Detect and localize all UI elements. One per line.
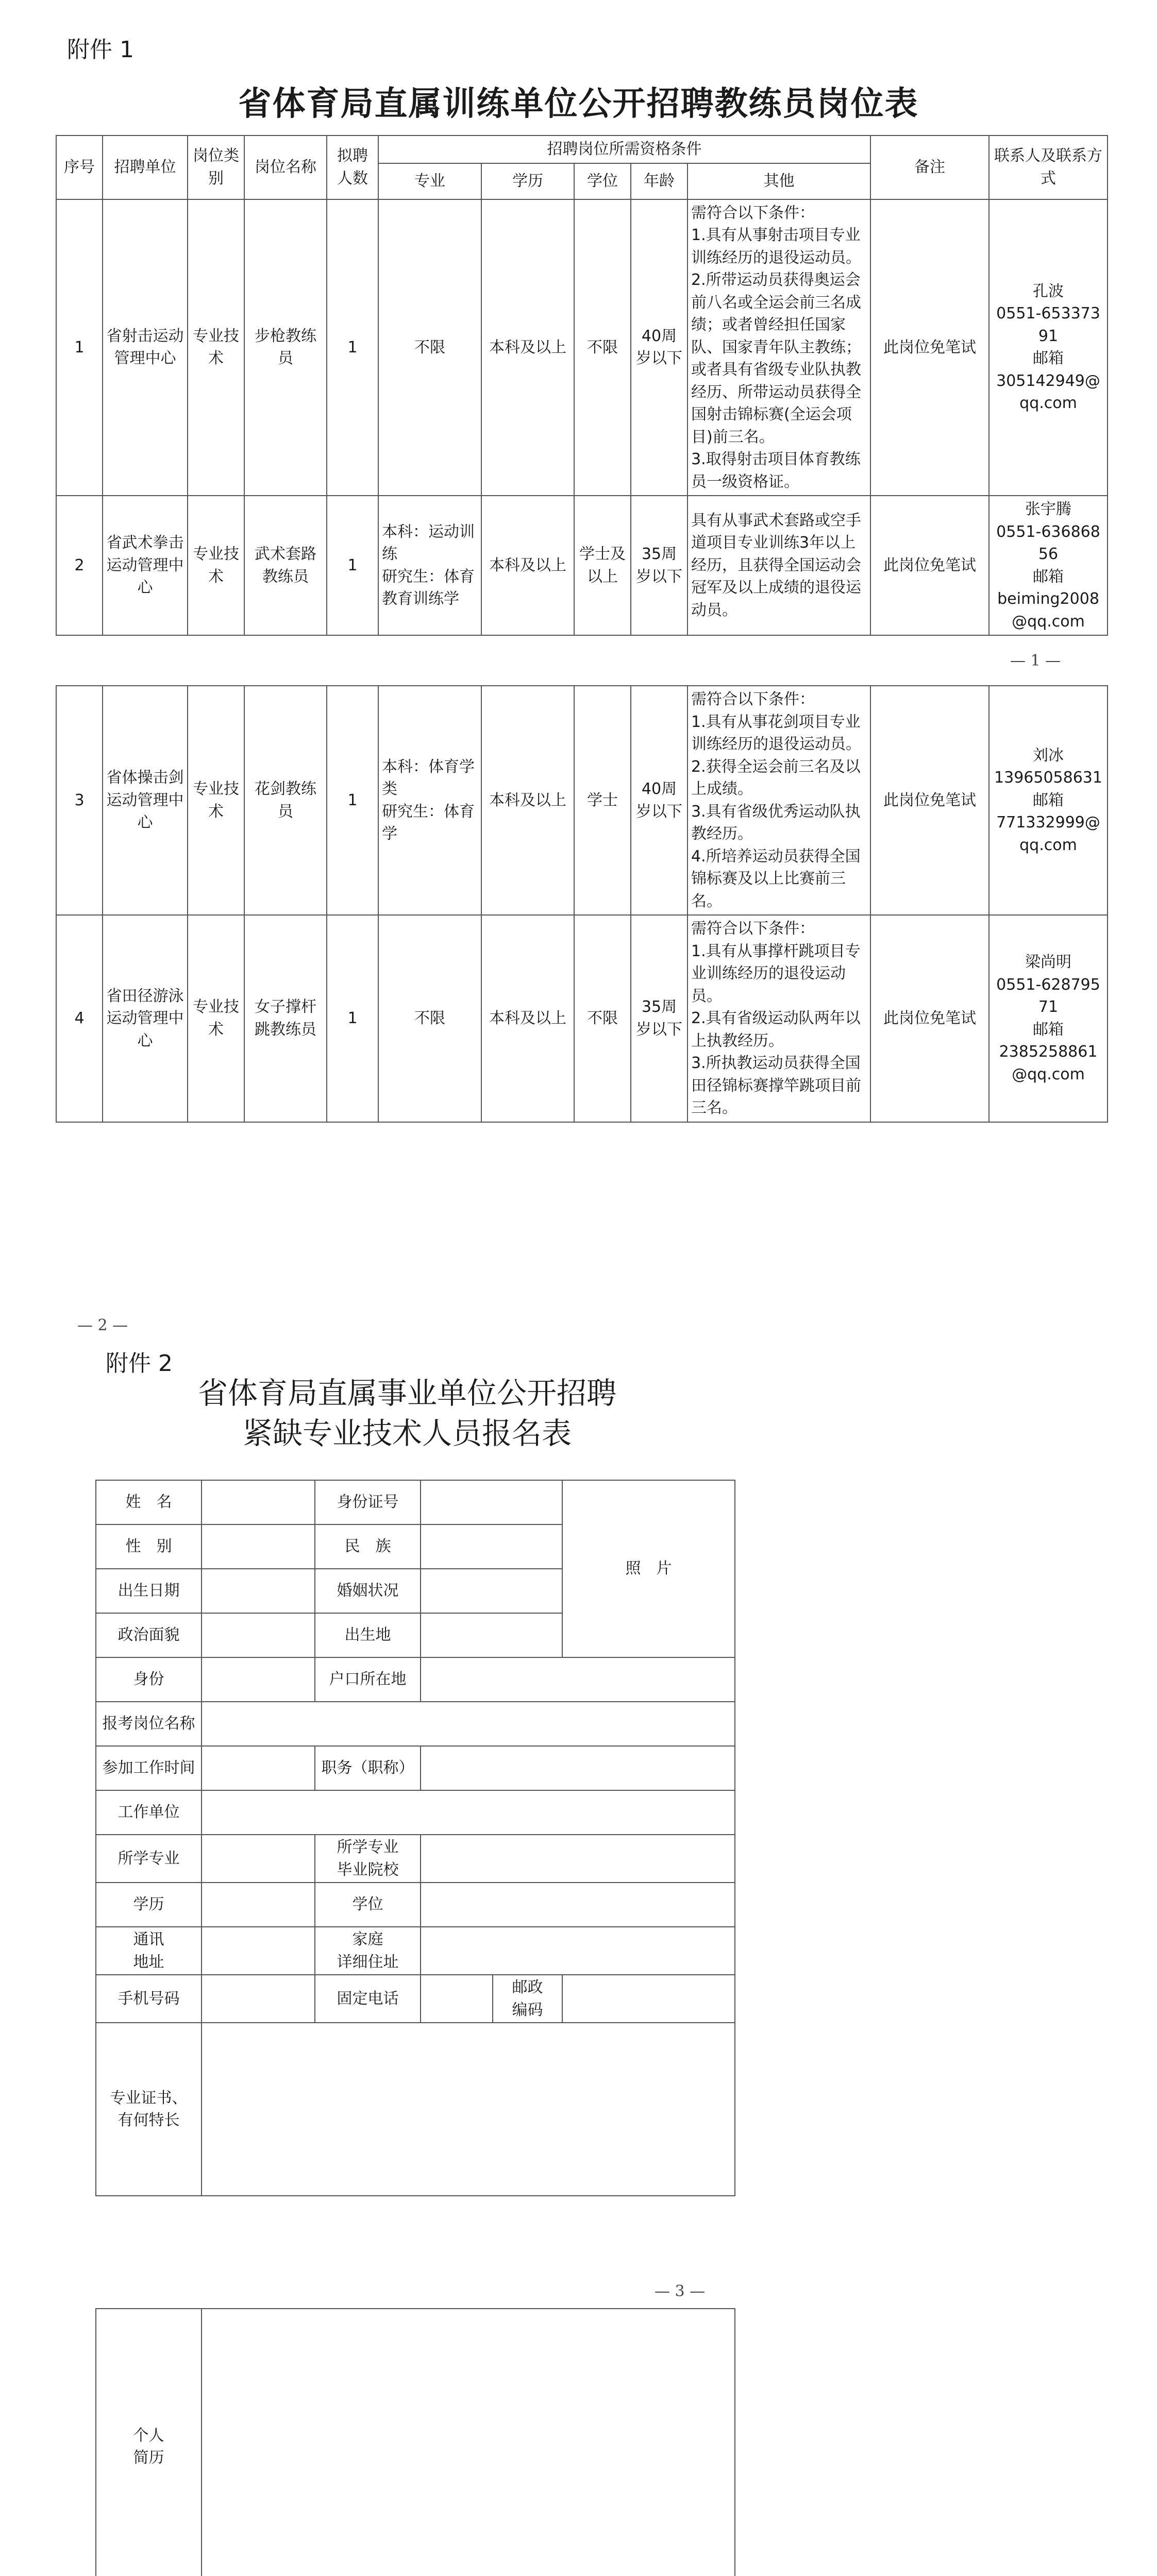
- registration-form-page2: [95, 2308, 735, 2576]
- work-start-field[interactable]: [202, 1746, 315, 1790]
- id-no-field[interactable]: [421, 1480, 562, 1524]
- edu-field[interactable]: [202, 1883, 315, 1927]
- degree-field[interactable]: [421, 1883, 735, 1927]
- header-contact: 联系人及联系方式: [989, 135, 1108, 199]
- cell-contact: 梁尚明 0551-62879571 邮箱 2385258861@qq.com: [989, 915, 1108, 1122]
- cell-count: 1: [327, 915, 378, 1122]
- resume-field[interactable]: [202, 2309, 735, 2576]
- cell-other: 需符合以下条件： 1.具有从事花剑项目专业训练经历的退役运动员。 2.获得全运会前三名及以上成绩。 3.具有省级优秀运动队执教经历。 4.所培养运动员获得全国锦标赛及以上比赛前三名。: [688, 686, 870, 915]
- major-field[interactable]: [202, 1835, 315, 1883]
- label-resume: 个人 简历: [96, 2309, 202, 2576]
- cell-seq: 2: [56, 496, 103, 635]
- label-birth: 出生日期: [96, 1569, 202, 1613]
- label-home: 家庭 详细住址: [315, 1927, 421, 1975]
- political-field[interactable]: [202, 1613, 315, 1657]
- cell-post: 花剑教练员: [244, 686, 327, 915]
- label-mobile: 手机号码: [96, 1975, 202, 2023]
- header-conditions: 招聘岗位所需资格条件: [378, 135, 870, 163]
- cell-degree: 不限: [574, 915, 631, 1122]
- form-title: [93, 1373, 722, 1454]
- cell-post: 武术套路教练员: [244, 496, 327, 635]
- cell-other: 需符合以下条件： 1.具有从事撑杆跳项目专业训练经历的退役运动员。 2.具有省级运动队两年以上执教经历。 3.所执教运动员获得全国田径锦标赛撑竿跳项目前三名。: [688, 915, 870, 1122]
- header-remark: 备注: [870, 135, 989, 199]
- mobile-field[interactable]: [202, 1975, 315, 2023]
- name-field[interactable]: [202, 1480, 315, 1524]
- certs-field[interactable]: [202, 2023, 735, 2196]
- attachment-1-label: 附件 1: [67, 37, 134, 63]
- cell-major: 本科：运动训练 研究生：体育教育训练学: [378, 496, 481, 635]
- header-edu: 学历: [481, 163, 574, 199]
- recruitment-table-part1: [56, 135, 1108, 636]
- cell-contact: 刘冰 13965058631 邮箱 771332999@qq.com: [989, 686, 1108, 915]
- cell-edu: 本科及以上: [481, 915, 574, 1122]
- cell-age: 35周岁以下: [631, 496, 688, 635]
- cell-degree: 学士: [574, 686, 631, 915]
- photo-label: 照 片: [625, 1560, 672, 1578]
- cell-contact: 张宇腾 0551-63686856 邮箱 beiming2008@qq.com: [989, 496, 1108, 635]
- cell-category: 专业技术: [188, 496, 244, 635]
- form-title-line2: 紧缺专业技术人员报名表: [242, 1416, 572, 1451]
- header-unit: 招聘单位: [103, 135, 188, 199]
- header-age: 年龄: [631, 163, 688, 199]
- school-field[interactable]: [421, 1835, 735, 1883]
- cell-unit: 省射击运动管理中心: [103, 199, 188, 496]
- cell-unit: 省田径游泳运动管理中心: [103, 915, 188, 1122]
- hukou-field[interactable]: [421, 1657, 735, 1702]
- cell-edu: 本科及以上: [481, 686, 574, 915]
- label-certs: 专业证书、 有何特长: [96, 2023, 202, 2196]
- cell-age: 40周岁以下: [631, 199, 688, 496]
- page-number: — 3 —: [655, 2282, 706, 2300]
- header-other: 其他: [688, 163, 870, 199]
- home-field[interactable]: [421, 1927, 735, 1975]
- label-edu: 学历: [96, 1883, 202, 1927]
- cell-degree: 学士及以上: [574, 496, 631, 635]
- title-field[interactable]: [421, 1746, 735, 1790]
- label-address: 通讯 地址: [96, 1927, 202, 1975]
- cell-major: 本科：体育学类 研究生：体育学: [378, 686, 481, 915]
- marital-field[interactable]: [421, 1569, 562, 1613]
- birthplace-field[interactable]: [421, 1613, 562, 1657]
- cell-count: 1: [327, 496, 378, 635]
- cell-edu: 本科及以上: [481, 496, 574, 635]
- zip-field[interactable]: [562, 1975, 735, 2023]
- label-phone: 固定电话: [315, 1975, 421, 2023]
- cell-seq: 1: [56, 199, 103, 496]
- label-id-no: 身份证号: [315, 1480, 421, 1524]
- label-degree: 学位: [315, 1883, 421, 1927]
- cell-remark: 此岗位免笔试: [870, 496, 989, 635]
- cell-post: 步枪教练员: [244, 199, 327, 496]
- page-number: — 2 —: [77, 1316, 128, 1334]
- header-post: 岗位名称: [244, 135, 327, 199]
- cell-remark: 此岗位免笔试: [870, 686, 989, 915]
- header-seq: 序号: [56, 135, 103, 199]
- header-degree: 学位: [574, 163, 631, 199]
- page-title: 省体育局直属训练单位公开招聘教练员岗位表: [238, 85, 919, 123]
- attachment-2-label: 附件 2: [106, 1350, 173, 1377]
- label-zip: 邮政 编码: [493, 1975, 562, 2023]
- cell-other: 需符合以下条件： 1.具有从事射击项目专业训练经历的退役运动员。 2.所带运动员获得奥运会前八名或全运会前三名成绩；或者曾经担任国家队、国家青年队主教练；或者具有省级专业队执教经历、所带运动员获得全国射击锦标赛(全运会项目)前三名。 3.取得射击项目体育教练员一级资格证。: [688, 199, 870, 496]
- cell-age: 35周岁以下: [631, 915, 688, 1122]
- phone-field[interactable]: [421, 1975, 493, 2023]
- cell-major: 不限: [378, 199, 481, 496]
- table-row: [56, 199, 1108, 496]
- identity-field[interactable]: [202, 1657, 315, 1702]
- label-employer: 工作单位: [96, 1790, 202, 1835]
- cell-unit: 省体操击剑运动管理中心: [103, 686, 188, 915]
- cell-category: 专业技术: [188, 686, 244, 915]
- address-field[interactable]: [202, 1927, 315, 1975]
- label-political: 政治面貌: [96, 1613, 202, 1657]
- table-row: [56, 686, 1108, 915]
- cell-unit: 省武术拳击运动管理中心: [103, 496, 188, 635]
- label-title: 职务（职称）: [315, 1746, 421, 1790]
- label-marital: 婚姻状况: [315, 1569, 421, 1613]
- registration-form: [95, 1480, 735, 2196]
- form-title-line1: 省体育局直属事业单位公开招聘: [197, 1376, 616, 1411]
- cell-major: 不限: [378, 915, 481, 1122]
- label-major: 所学专业: [96, 1835, 202, 1883]
- cell-remark: 此岗位免笔试: [870, 915, 989, 1122]
- employer-field[interactable]: [202, 1790, 735, 1835]
- label-hukou: 户口所在地: [315, 1657, 421, 1702]
- label-identity: 身份: [96, 1657, 202, 1702]
- table-row: [56, 496, 1108, 635]
- cell-count: 1: [327, 686, 378, 915]
- cell-age: 40周岁以下: [631, 686, 688, 915]
- birth-field[interactable]: [202, 1569, 315, 1613]
- label-name: 姓 名: [96, 1480, 202, 1524]
- cell-post: 女子撑杆跳教练员: [244, 915, 327, 1122]
- label-post: 报考岗位名称: [96, 1702, 202, 1746]
- cell-degree: 不限: [574, 199, 631, 496]
- photo-box[interactable]: [562, 1480, 735, 1657]
- cell-remark: 此岗位免笔试: [870, 199, 989, 496]
- cell-seq: 3: [56, 686, 103, 915]
- cell-edu: 本科及以上: [481, 199, 574, 496]
- gender-field[interactable]: [202, 1524, 315, 1569]
- header-count: 拟聘人数: [327, 135, 378, 199]
- label-gender: 性 别: [96, 1524, 202, 1569]
- header-major: 专业: [378, 163, 481, 199]
- cell-count: 1: [327, 199, 378, 496]
- cell-contact: 孔波 0551-65337391 邮箱 305142949@qq.com: [989, 199, 1108, 496]
- label-school: 所学专业 毕业院校: [315, 1835, 421, 1883]
- cell-other: 具有从事武术套路或空手道项目专业训练3年以上经历，且获得全国运动会冠军及以上成绩的退役运动员。: [688, 496, 870, 635]
- cell-category: 专业技术: [188, 915, 244, 1122]
- table-row: [56, 915, 1108, 1122]
- header-category: 岗位类别: [188, 135, 244, 199]
- label-ethnicity: 民 族: [315, 1524, 421, 1569]
- ethnicity-field[interactable]: [421, 1524, 562, 1569]
- page-number: — 1 —: [1010, 652, 1061, 670]
- post-field[interactable]: [202, 1702, 735, 1746]
- label-birthplace: 出生地: [315, 1613, 421, 1657]
- cell-category: 专业技术: [188, 199, 244, 496]
- recruitment-table-part2: [56, 685, 1108, 1123]
- label-work-start: 参加工作时间: [96, 1746, 202, 1790]
- cell-seq: 4: [56, 915, 103, 1122]
